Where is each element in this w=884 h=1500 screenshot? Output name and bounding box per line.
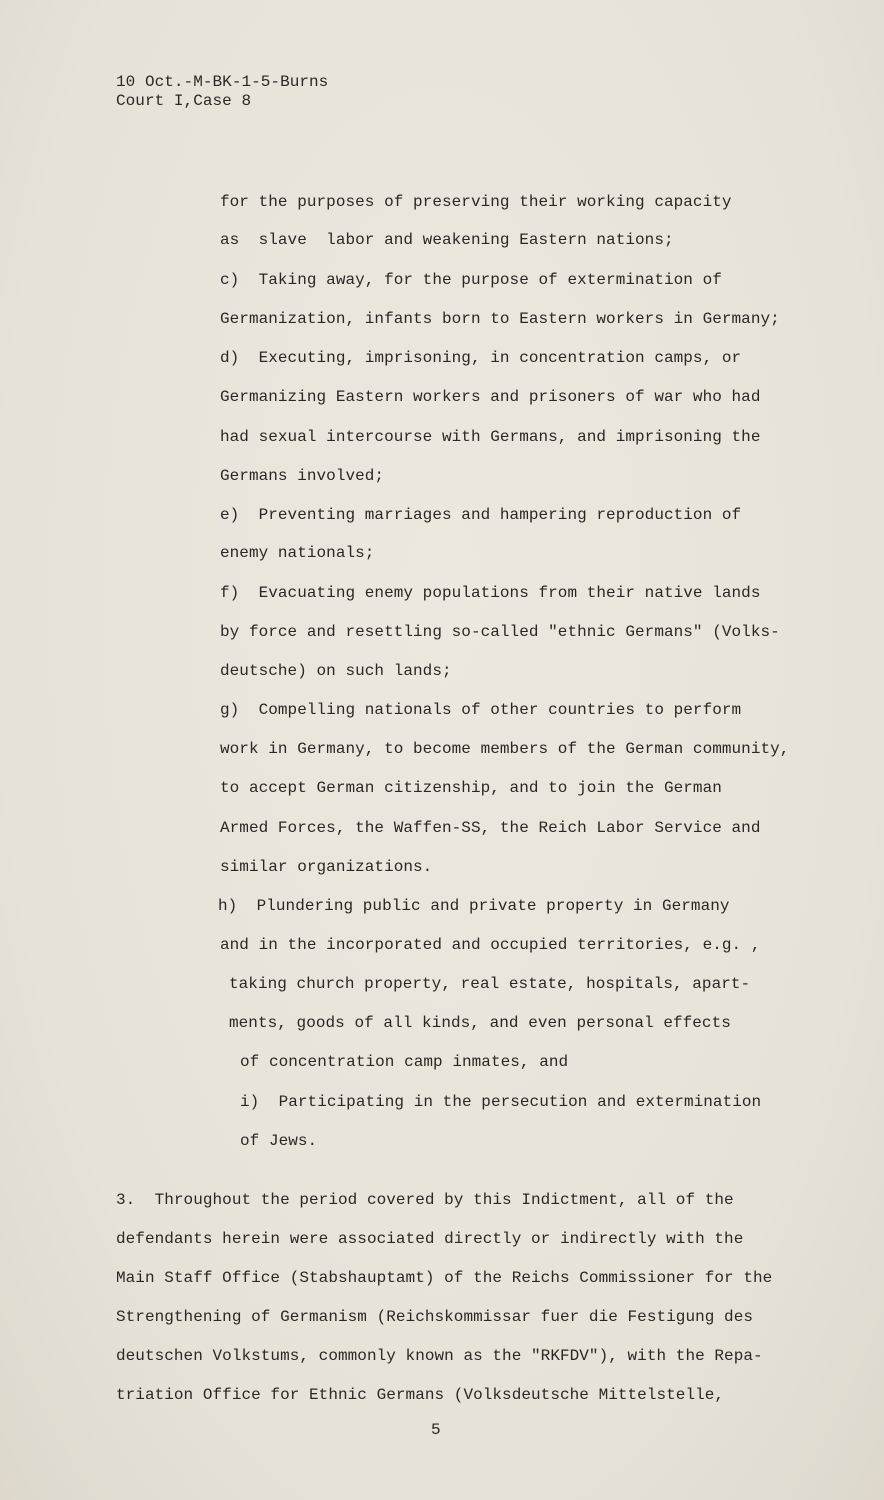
body-line: h) Plundering public and private property in Germany bbox=[218, 897, 730, 915]
body-line: by force and resettling so-called "ethnic Germans" (Volks- bbox=[220, 623, 780, 641]
body-line: had sexual intercourse with Germans, and imprisoning the bbox=[220, 428, 761, 446]
body-line: of concentration camp inmates, and bbox=[240, 1053, 569, 1071]
body-line: d) Executing, imprisoning, in concentration camps, or bbox=[220, 349, 742, 367]
body-line: deutsche) on such lands; bbox=[220, 662, 452, 680]
body-line: g) Compelling nationals of other countries to perform bbox=[220, 701, 742, 719]
body-line: for the purposes of preserving their working capacity bbox=[220, 193, 732, 211]
body-line: enemy nationals; bbox=[220, 544, 375, 562]
body-line: as slave labor and weakening Eastern nations; bbox=[220, 231, 674, 249]
paragraph-3-line: 3. Throughout the period covered by this Indictment, all of the bbox=[116, 1191, 734, 1209]
body-line: of Jews. bbox=[240, 1132, 318, 1150]
paragraph-3-line: triation Office for Ethnic Germans (Volksdeutsche Mittelstelle, bbox=[116, 1386, 725, 1404]
body-line: Armed Forces, the Waffen-SS, the Reich Labor Service and bbox=[220, 819, 761, 837]
body-line: Germanizing Eastern workers and prisoners of war who had bbox=[220, 388, 761, 406]
paragraph-3-line: Main Staff Office (Stabshauptamt) of the Reichs Commissioner for the bbox=[116, 1269, 773, 1287]
body-line: c) Taking away, for the purpose of extermination of bbox=[220, 271, 722, 289]
body-line: i) Participating in the persecution and extermination bbox=[240, 1093, 762, 1111]
body-line: taking church property, real estate, hospitals, apart- bbox=[229, 975, 751, 993]
body-line: to accept German citizenship, and to join the German bbox=[220, 779, 722, 797]
paragraph-3-line: defendants herein were associated directly or indirectly with the bbox=[116, 1230, 744, 1248]
body-line: and in the incorporated and occupied territories, e.g. , bbox=[220, 936, 761, 954]
body-line: f) Evacuating enemy populations from their native lands bbox=[220, 584, 761, 602]
paragraph-3-line: Strengthening of Germanism (Reichskommissar fuer die Festigung des bbox=[116, 1308, 754, 1326]
body-line: ments, goods of all kinds, and even personal effects bbox=[229, 1014, 731, 1032]
body-line: work in Germany, to become members of the German community, bbox=[220, 740, 790, 758]
header-line-1: 10 Oct.-M-BK-1-5-Burns bbox=[116, 73, 329, 91]
paragraph-3-line: deutschen Volkstums, commonly known as the "RKFDV"), with the Repa- bbox=[116, 1347, 763, 1365]
body-line: Germanization, infants born to Eastern workers in Germany; bbox=[220, 310, 780, 328]
body-line: e) Preventing marriages and hampering reproduction of bbox=[220, 506, 742, 524]
header-line-2: Court I,Case 8 bbox=[116, 92, 252, 110]
page-number: 5 bbox=[431, 1421, 441, 1439]
body-line: similar organizations. bbox=[220, 858, 433, 876]
body-line: Germans involved; bbox=[220, 467, 385, 485]
